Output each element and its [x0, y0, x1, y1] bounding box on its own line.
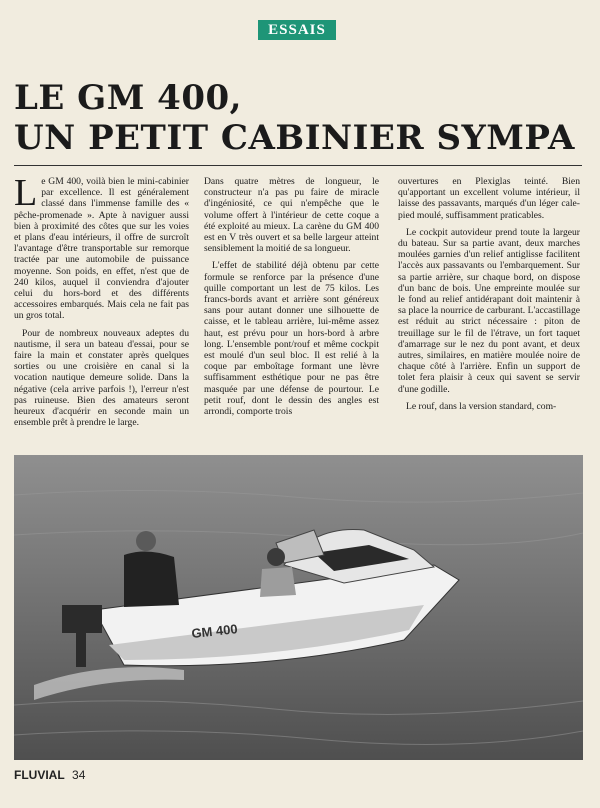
- paragraph: Pour de nombreux nouveaux adeptes du nautisme, il sera un bateau d'essai, pour se faire la main et constater après quelques sorties ou une croisière en canal si la vocation nautique demeure solide. Dans la négative (cela arrive parfois !), l'erreur n'est pas ruineuse. Bien des amateurs seront heureux d'acquérir en seconde main un ensemble prêt à prendre le large.: [14, 327, 189, 429]
- magazine-name: FLUVIAL: [14, 768, 65, 782]
- boat-illustration: [14, 455, 583, 760]
- article-column-3: [398, 176, 580, 444]
- article-column-1: [14, 176, 189, 444]
- paragraph: L'effet de stabilité déjà obtenu par cette formule se renforce par la présence d'une quille comportant un lest de 75 kilos. Les francs-bords avant et arrière sont généreux sans pour autant donner une silhouette de caisse, et le tableau arrière, lui-même assez haut, est prévu pour un hors-bord à arbre long. L'ensemble pont/rouf et même cockpit est moulé d'un seul bloc. Il est relié à la coque par emboîtage formant une lèvre suffisamment esthétique pour ne pas être masquée par une défense de pourtour. Le petit rouf, dont le dessin des angles est arrondi, comporte trois: [204, 260, 379, 418]
- page-footer: [14, 768, 85, 782]
- paragraph: ouvertures en Plexiglas teinté. Bien qu'apportant un excellent volume intérieur, il laisse des passavants, marqués d'un léger cale-pied moulé, suffisamment praticables.: [398, 176, 580, 221]
- article-column-2: [204, 176, 379, 444]
- paragraph-text: e GM 400, voilà bien le mini-cabinier par excellence. Il est généralement classé dans l'immense famille des « pêche-promenade ». Apte à naviguer aussi bien à proximité des côtes que sur les voies et plans d'eau intérieurs, il offre de surcroît l'avantage d'être transportable sur remorque tractée par une automobile de puissance moyenne. Son poids, en effet, n'est que de 240 kilos, auquel il conviendra d'ajouter celui du hors-bord et des différents accessoires embarqués. Mais cela ne fait pas un gros total.: [14, 176, 189, 322]
- section-tag: ESSAIS: [258, 20, 336, 40]
- paragraph: Dans quatre mètres de longueur, le constructeur n'a pas pu faire de miracle d'ingéniosité, ce qui n'empêche que le volume offert à l'intérieur de cette coque a été exploité au mieux. La carène du GM 400 est en V très ouvert et sa belle largeur atteint sensiblement la moitié de sa longueur.: [204, 176, 379, 255]
- drop-cap: L: [14, 176, 38, 214]
- hull-label: GM 400: [190, 621, 239, 641]
- title-rule: [14, 165, 582, 166]
- paragraph: Le rouf, dans la version standard, com-: [406, 400, 557, 412]
- page-number: 34: [72, 768, 86, 782]
- paragraph: [14, 176, 189, 322]
- article-title-line2: UN PETIT CABINIER SYMPA: [14, 118, 575, 158]
- boat-photo: [14, 455, 583, 760]
- paragraph: Le cockpit autovideur prend toute la largeur du bateau. Sur sa partie avant, deux marches moulées garnies d'un relief antiglisse facilitent l'accès aux passavants ou l'embarquement. Sur sa partie arrière, sur chaque bord, on dispose d'un banc de bois. Une empreinte moulée sur le fond au relief antidérapant doit maintenir à sa place la nourrice de carburant. L'accastillage est réduit au strict nécessaire : piton de treuillage sur le fil de l'étrave, un fort taquet d'amarrage sur le nez du pont avant, et deux autres, similaires, en matière moulée noire de chaque côté à l'arrière. Enfin un support de tolet fera plaisir à ceux qui savent se servir d'une godille.: [398, 226, 580, 395]
- article-title-line1: LE GM 400,: [14, 78, 242, 118]
